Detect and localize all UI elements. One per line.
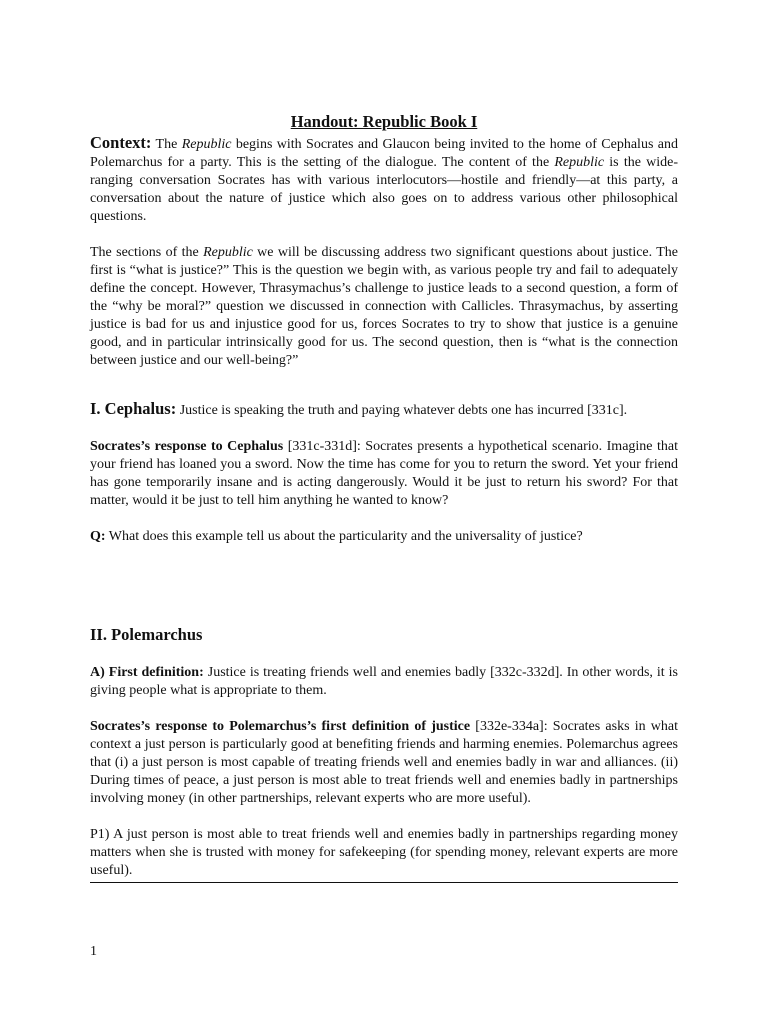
page-number: 1 [90, 944, 97, 959]
question-label: Q: [90, 529, 106, 544]
horizontal-rule [90, 882, 678, 883]
first-definition-label: A) First definition: [90, 665, 204, 680]
polemarchus-heading: II. Polemarchus [90, 625, 203, 644]
socrates-polemarchus-paragraph: Socrates’s response to Polemarchus’s first definition of justice [332e-334a]: Socrates asks in what context a just person is particularly good at benefiting friends and harming enemies. Polemarchus agrees that (i) a just person is most capable of treating friends well and enemies badly in war and alliances. (ii) During times of peace, a just person is most able to treat friends well and enemies badly in partnerships involving money (in other partnerships, relevant experts who are more useful). [90, 719, 679, 806]
question-paragraph: Q: What does this example tell us about the particularity and the universality of justice? [90, 529, 583, 544]
page-title: Handout: Republic Book I [290, 112, 478, 131]
cephalus-definition: Justice is speaking the truth and paying whatever debts one has incurred [331c]. [176, 403, 628, 418]
socrates-cephalus-paragraph: Socrates’s response to Cephalus [331c-331d]: Socrates presents a hypothetical scenario. Imagine that your friend has loaned you a sword. Now the time has come for you to return the sword. Yet your friend has gone temporarily insane and is acting dangerously. Would it be just to return his sword? For that matter, would it be just to tell him anything he wanted to know? [90, 439, 679, 508]
cephalus-section [90, 400, 678, 420]
socrates-cephalus-label: Socrates’s response to Cephalus [90, 439, 284, 454]
questions-paragraph: The sections of the Republic we will be discussing address two significant questions about justice. The first is “what is justice?” This is the question we begin with, as various people try and fail to adequately define the concept. However, Thrasymachus’s challenge to justice leads to a second question, a form of the “why be moral?” question we discussed in connection with Callicles. Thrasymachus, by asserting justice is bad for us and injustice good for us, forces Socrates to try to show that justice is a genuine good, and in particular intrinsically good for us. The second question, then is “what is the connection between justice and our well-being?” [90, 245, 679, 368]
document-page [90, 112, 678, 883]
premise-p1: P1) A just person is most able to treat friends well and enemies badly in partnerships regarding money matters when she is trusted with money for safekeeping (for spending money, relevant experts are more useful). [90, 827, 678, 878]
context-paragraph: Context: The Republic begins with Socrates and Glaucon being invited to the home of Cephalus and Polemarchus for a party. This is the setting of the dialogue. The content of the Republic is the wide-ranging conversation Socrates has with various interlocutors—hostile and friendly—at this party, a conversation about the nature of justice which also goes on to address various other philosophical questions. [90, 133, 678, 224]
context-label: Context: [90, 133, 152, 152]
cephalus-heading: I. Cephalus: [90, 399, 177, 418]
socrates-polemarchus-label: Socrates’s response to Polemarchus’s first definition of justice [90, 719, 471, 734]
first-definition-paragraph: A) First definition: Justice is treating friends well and enemies badly [332c-332d]. In other words, it is giving people what is appropriate to them. [90, 665, 679, 698]
